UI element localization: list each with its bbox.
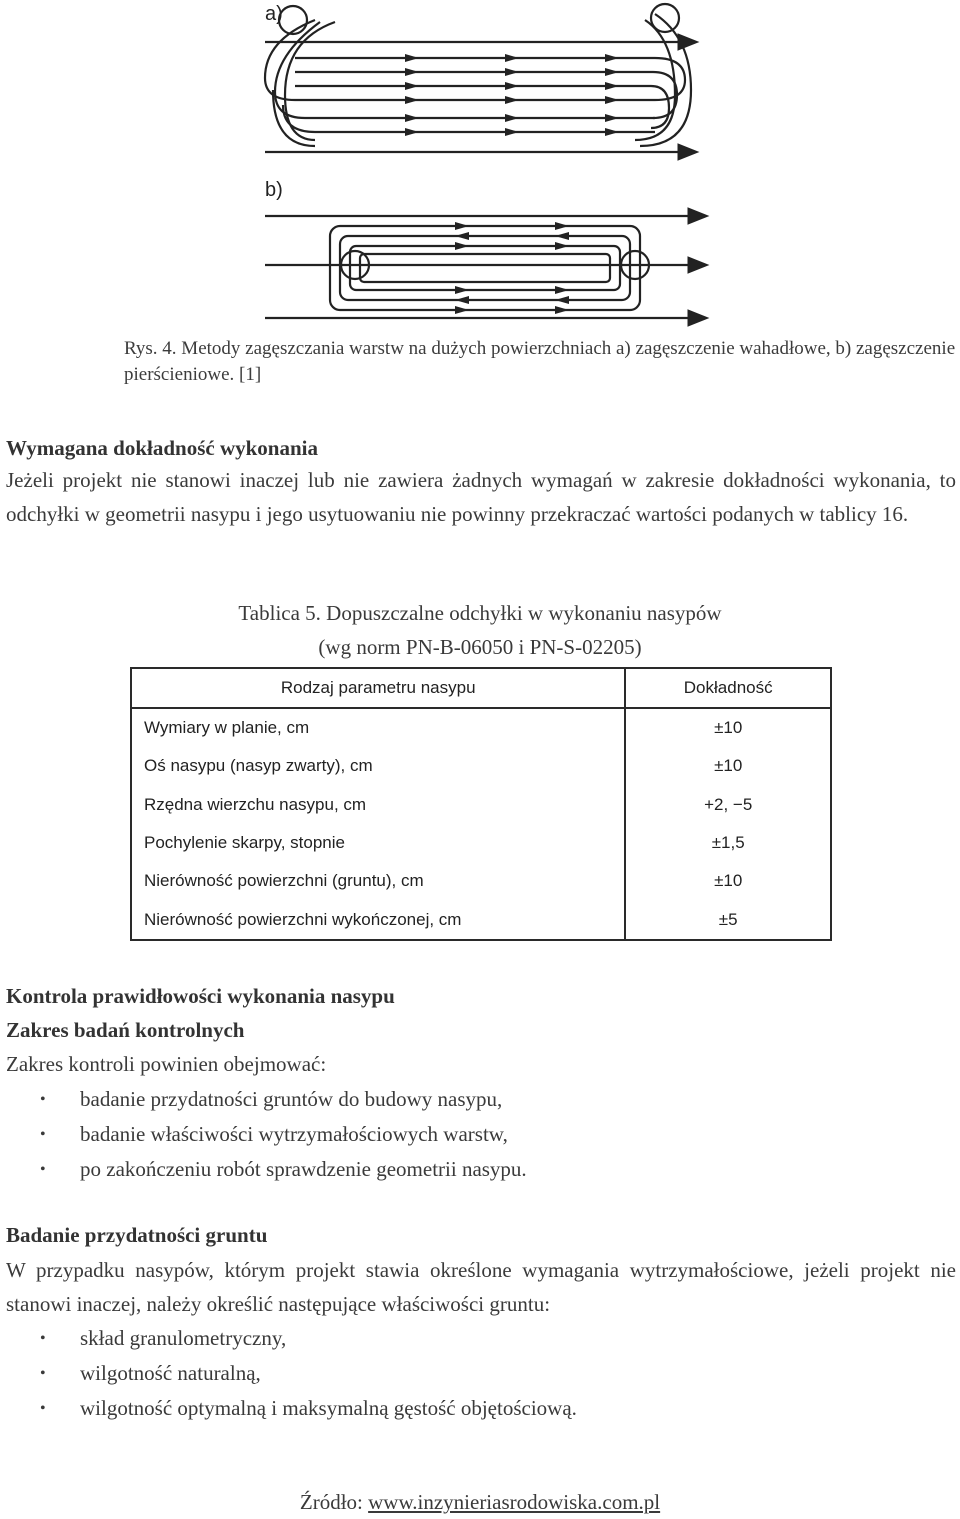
source-footer [0, 1490, 960, 1515]
tolerance-table [130, 667, 832, 941]
table-cell-accuracy: +2, −5 [625, 786, 831, 824]
figure-label-b: b) [265, 179, 283, 201]
pendulum-pattern [265, 4, 695, 152]
list-item [40, 1356, 577, 1391]
soil-paragraph: W przypadku nasypów, którym projekt stawia określone wymagania wytrzymałościowe, jeżeli projekt nie stanowi inaczej, należy określić następujące właściwości gruntu: [6, 1258, 956, 1316]
compaction-methods-figure [255, 0, 715, 330]
table-row [131, 824, 831, 862]
control-list [40, 1082, 527, 1187]
accuracy-paragraph: Jeżeli projekt nie stanowi inaczej lub nie zawiera żadnych wymagań w zakresie dokładności wykonania, to odchyłki w geometrii nasypu i jego usytuowaniu nie powinny przekraczać wartości podanych w tablicy 16. [6, 468, 956, 526]
control-intro: Zakres kontroli powinien obejmować: [6, 1052, 327, 1076]
list-item [40, 1391, 577, 1426]
bullet-icon: • [40, 1365, 46, 1382]
table-title: Tablica 5. Dopuszczalne odchyłki w wykonaniu nasypów [238, 601, 722, 625]
table-cell-accuracy: ±10 [625, 708, 831, 747]
table-cell-accuracy: ±5 [625, 901, 831, 940]
figure-caption: Rys. 4. Metody zagęszczania warstw na dużych powierzchniach a) zagęszczenie wahadłowe, b) zagęszczenie pierścieniowe. [1] [124, 338, 956, 385]
list-item [40, 1321, 577, 1356]
table-cell-parameter: Rzędna wierzchu nasypu, cm [131, 786, 625, 824]
list-item [40, 1082, 527, 1117]
list-item-text: wilgotność optymalną i maksymalną gęstość objętościową. [80, 1396, 577, 1420]
table-row [131, 862, 831, 900]
table-header-accuracy: Dokładność [625, 668, 831, 708]
control-heading: Kontrola prawidłowości wykonania nasypu [6, 984, 395, 1008]
control-subheading: Zakres badań kontrolnych [6, 1018, 245, 1042]
list-item-text: badanie przydatności gruntów do budowy nasypu, [80, 1087, 503, 1111]
table-cell-parameter: Nierówność powierzchni wykończonej, cm [131, 901, 625, 940]
compaction-diagram [255, 0, 715, 330]
table-cell-parameter: Pochylenie skarpy, stopnie [131, 824, 625, 862]
bullet-icon: • [40, 1330, 46, 1347]
table-row [131, 786, 831, 824]
source-label: Źródło: [299, 1490, 369, 1514]
table-cell-parameter: Nierówność powierzchni (gruntu), cm [131, 862, 625, 900]
soil-heading: Badanie przydatności gruntu [6, 1223, 268, 1247]
table-cell-parameter: Oś nasypu (nasyp zwarty), cm [131, 747, 625, 785]
source-link[interactable]: www.inzynieriasrodowiska.com.pl [368, 1490, 661, 1514]
bullet-icon: • [40, 1091, 46, 1108]
table-cell-accuracy: ±10 [625, 747, 831, 785]
list-item-text: badanie właściwości wytrzymałościowych warstw, [80, 1122, 508, 1146]
table-row [131, 901, 831, 940]
bullet-icon: • [40, 1400, 46, 1417]
ring-pattern [265, 216, 705, 318]
table-row [131, 747, 831, 785]
pendulum-arrows [405, 54, 619, 136]
table-header-parameter: Rodzaj parametru nasypu [131, 668, 625, 708]
table-row [131, 708, 831, 747]
table-cell-accuracy: ±1,5 [625, 824, 831, 862]
table-cell-parameter: Wymiary w planie, cm [131, 708, 625, 747]
list-item-text: skład granulometryczny, [80, 1326, 287, 1350]
list-item [40, 1152, 527, 1187]
table-cell-accuracy: ±10 [625, 862, 831, 900]
list-item-text: wilgotność naturalną, [80, 1361, 261, 1385]
accuracy-heading: Wymagana dokładność wykonania [6, 436, 318, 460]
figure-label-a: a) [265, 3, 283, 25]
bullet-icon: • [40, 1161, 46, 1178]
soil-list [40, 1321, 577, 1426]
bullet-icon: • [40, 1126, 46, 1143]
list-item-text: po zakończeniu robót sprawdzenie geometrii nasypu. [80, 1157, 527, 1181]
table-subtitle: (wg norm PN-B-06050 i PN-S-02205) [318, 635, 642, 659]
list-item [40, 1117, 527, 1152]
